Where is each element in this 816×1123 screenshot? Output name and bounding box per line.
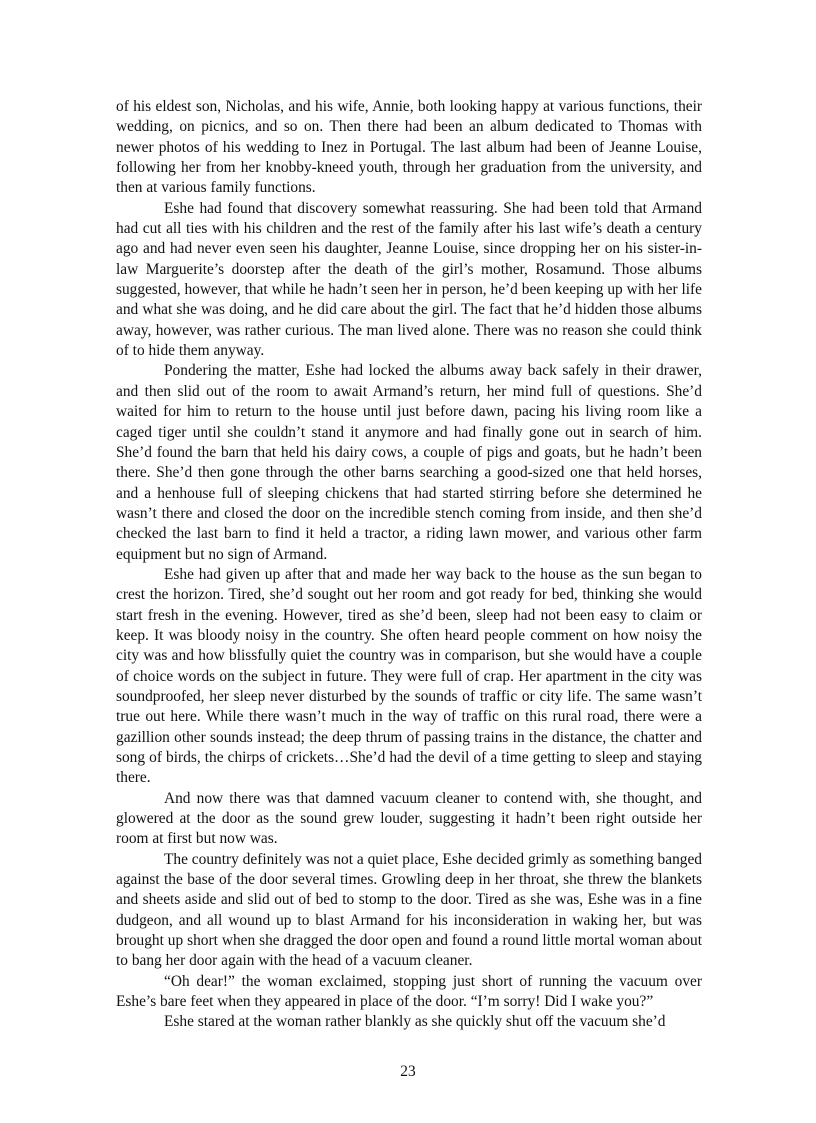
paragraph-last: Eshe stared at the woman rather blankly as she quickly shut off the vacuum she’d (164, 1013, 666, 1031)
paragraph: Pondering the matter, Eshe had locked the albums away back safely in their drawer, and then slid out of the room to await Armand’s return, her mind full of questions. She’d waited for him to return to the house until just before dawn, pacing his living room like a caged tiger until she couldn’t stand it anymore and had finally gone out in search of him. She’d found the barn that held his dairy cows, a couple of pigs and goats, but he hadn’t been there. She’d then gone through the other barns searching a good-sized one that held horses, and a henhouse full of sleeping chickens that had started stirring before she determined he wasn’t there and closed the door on the incredible stench coming from inside, and then she’d checked the last barn to find it held a tractor, a riding lawn mower, and various other farm equipment but no sign of Armand. (116, 362, 702, 563)
paragraph: Eshe had found that discovery somewhat reassuring. She had been told that Armand had cut all ties with his children and the rest of the family after his last wife’s death a century ago and had never even seen his daughter, Jeanne Louise, since dropping her on his sister-in-law Marguerite’s doorstep after the death of the girl’s mother, Rosamund. Those albums suggested, however, that while he hadn’t seen her in person, he’d been keeping up with her life and what she was doing, and he did care about the girl. The fact that he’d hidden those albums away, however, was rather curious. The man lived alone. There was no reason she could think of to hide them anyway. (116, 199, 702, 360)
body-text (116, 97, 702, 1033)
page-number: 23 (400, 1063, 416, 1080)
paragraph: “Oh dear!” the woman exclaimed, stopping just short of running the vacuum over Eshe’s bare feet when they appeared in place of the door. “I’m sorry! Did I wake you?” (116, 972, 702, 1011)
paragraph: And now there was that damned vacuum cleaner to contend with, she thought, and glowered at the door as the sound grew louder, suggesting it hadn’t been right outside her room at first but now was. (116, 789, 702, 848)
paragraph-continued: of his eldest son, Nicholas, and his wife, Annie, both looking happy at various functions, their wedding, on picnics, and so on. Then there had been an album dedicated to Thomas with newer photos of his wedding to Inez in Portugal. The last album had been of Jeanne Louise, following her from her knobby-kneed youth, through her graduation from the university, and then at various family functions. (116, 98, 702, 197)
paragraph: Eshe had given up after that and made her way back to the house as the sun began to crest the horizon. Tired, she’d sought out her room and got ready for bed, thinking she would start fresh in the evening. However, tired as she’d been, sleep had not been easy to claim or keep. It was bloody noisy in the country. She often heard people comment on how noisy the city was and how blissfully quiet the country was in comparison, but she would have a couple of choice words on the subject in future. They were full of crap. Her apartment in the city was soundproofed, her sleep never disturbed by the sounds of traffic or city life. The same wasn’t true out here. While there wasn’t much in the way of traffic on this rural road, there were a gazillion other sounds instead; the deep thrum of passing trains in the distance, the chatter and song of birds, the chirps of crickets…She’d had the devil of a time getting to sleep and staying there. (116, 565, 702, 787)
paragraph: The country definitely was not a quiet place, Eshe decided grimly as something banged against the base of the door several times. Growling deep in her throat, she threw the blankets and sheets aside and slid out of bed to stomp to the door. Tired as she was, Eshe was in a fine dudgeon, and all wound up to blast Armand for his inconsideration in waking her, but was brought up short when she dragged the door open and found a round little mortal woman about to bang her door again with the head of a vacuum cleaner. (116, 850, 702, 970)
